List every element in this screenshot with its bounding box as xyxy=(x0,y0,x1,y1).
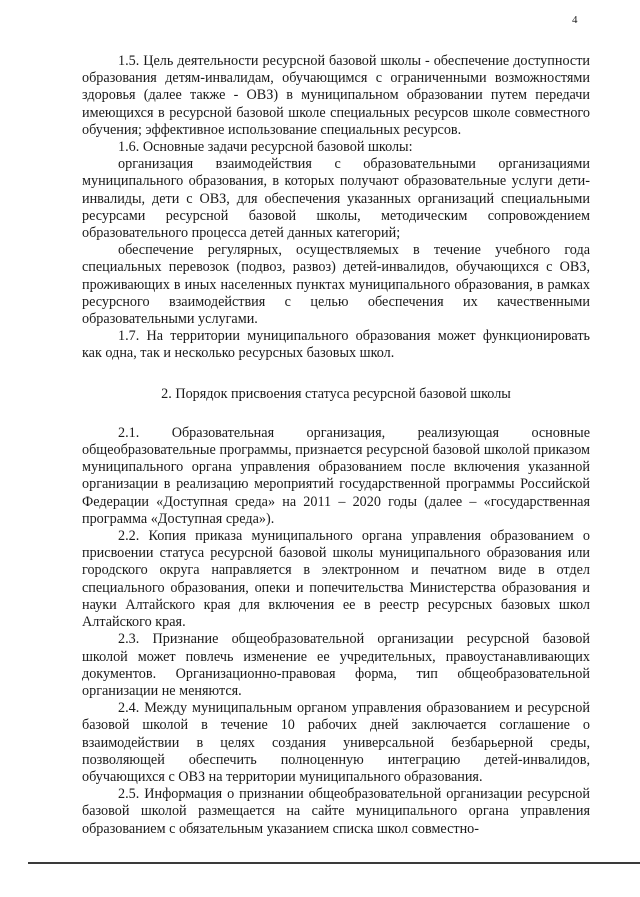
paragraph-1-6-task-1: организация взаимодействия с образовательными организациями муниципального образования, в которых получают образовательные услуги дети-инвалиды, дети с ОВЗ, для обеспечения указанных организаций специальными ресурсами ресурсной базовой школы, методическим сопровождением образовательного процесса детей данных категорий; xyxy=(82,156,590,242)
paragraph-2-2: 2.2. Копия приказа муниципального органа управления образованием о присвоении статуса ресурсной базовой школы муниципального образования или городского округа направляется в электронном и печатном виде в отдел специального образования, опеки и попечительства Министерства образования и науки Алтайского края для включения ее в реестр ресурсных базовых школ Алтайского края. xyxy=(82,528,590,631)
page-number: 4 xyxy=(572,14,578,26)
paragraph-1-5: 1.5. Цель деятельности ресурсной базовой школы - обеспечение доступности образования детям-инвалидам, обучающимся с ограниченными возможностями здоровья (далее также - ОВЗ) в муниципальном образовании путем передачи имеющихся в ресурсной базовой школе специальных ресурсов школе совместного обучения; эффективное использование специальных ресурсов. xyxy=(82,53,590,138)
paragraph-1-6: 1.6. Основные задачи ресурсной базовой школы: xyxy=(118,139,413,156)
paragraph-1-6-task-2: обеспечение регулярных, осуществляемых в течение учебного года специальных перевозок (подвоз, развоз) детей-инвалидов, обучающихся с ОВЗ, проживающих в иных населенных пунктах муниципального образования, в рамках ресурсного взаимодействия с целью обеспечения их качественными образовательными услугами. xyxy=(82,242,590,328)
paragraph-2-5: 2.5. Информация о признании общеобразовательной организации ресурсной базовой школой размещается на сайте муниципального органа управления образованием с обязательным указанием списка школ совместно- xyxy=(82,786,590,837)
paragraph-2-3: 2.3. Признание общеобразовательной организации ресурсной базовой школой может повлечь изменение ее учредительных, правоустанавливающих документов. Организационно-правовая форма, тип общеобразовательной организации не меняются. xyxy=(82,631,590,699)
paragraph-2-1: 2.1. Образовательная организация, реализующая основные общеобразовательные программы, признается ресурсной базовой школой приказом муниципального органа управления образованием после включения указанной организации в реализацию мероприятий государственной программы Российской Федерации «Доступная среда» на 2011 – 2020 годы (далее – «государственная программа «Доступная среда»). xyxy=(82,424,590,527)
section-2-heading: 2. Порядок присвоения статуса ресурсной базовой школы xyxy=(161,385,511,402)
document-body xyxy=(82,53,590,838)
page-bottom-rule xyxy=(28,862,640,864)
paragraph-2-4: 2.4. Между муниципальным органом управления образованием и ресурсной базовой школой в течение 10 рабочих дней заключается соглашение о взаимодействии в целях создания универсальной безбарьерной среды, позволяющей обеспечить полноценную интеграцию детей-инвалидов, обучающихся с ОВЗ на территории муниципального образования. xyxy=(82,700,590,785)
paragraph-1-7: 1.7. На территории муниципального образования может функционировать как одна, так и несколько ресурсных базовых школ. xyxy=(82,328,590,362)
